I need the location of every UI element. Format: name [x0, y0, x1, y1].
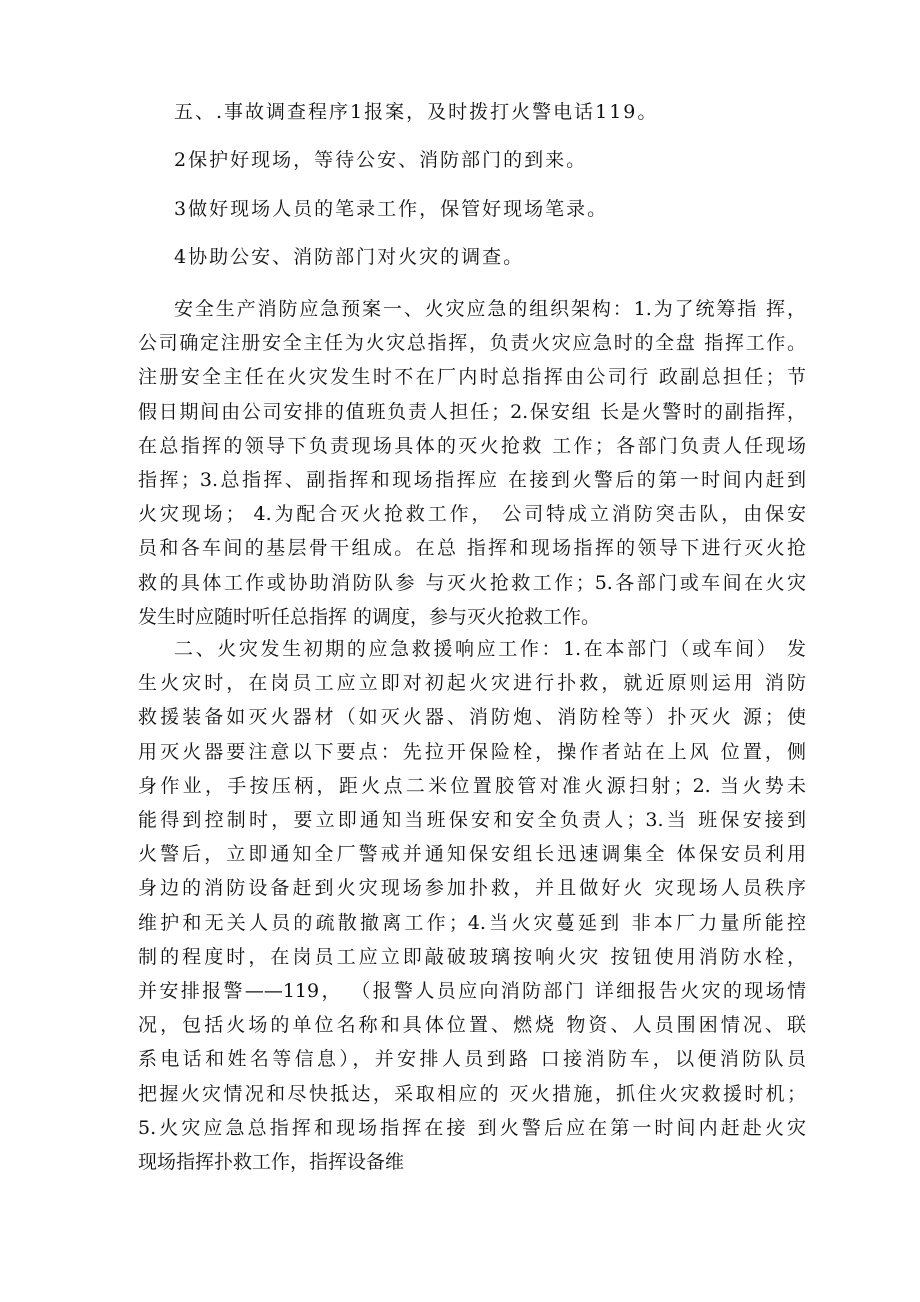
paragraph-line: 救援装备如灭火器材（如灭火器、消防炮、消防栓等）扑灭火 源；使	[138, 706, 806, 729]
section5-line-3: 3做好现场人员的笔录工作，保管好现场笔录。	[174, 198, 609, 220]
paragraph-line: 况，包括火场的单位名称和具体位置、燃烧 物资、人员围困情况、联	[138, 1014, 806, 1037]
paragraph-line: 公司确定注册安全主任为火灾总指挥，负责火灾应急时的全盘 指挥工作。	[138, 332, 806, 355]
section5-line-2: 2保护好现场，等待公安、消防部门的到来。	[174, 149, 588, 171]
paragraph-line: 火警后，立即通知全厂警戒并通知保安组长迅速调集全 体保安员利用	[138, 843, 806, 866]
paragraph-line: 维护和无关人员的疏散撤离工作；4.当火灾蔓延到 非本厂力量所能控	[138, 911, 806, 934]
paragraph-line: 二、火灾发生初期的应急救援响应工作：1.在本部门（或车间） 发	[174, 638, 806, 660]
paragraph-line: 指挥；3.总指挥、副指挥和现场指挥应 在接到火警后的第一时间内赶到	[138, 469, 806, 492]
section5-line-1: 五、.事故调查程序1报案，及时拨打火警电话119。	[174, 101, 659, 123]
paragraph-line: 用灭火器要注意以下要点：先拉开保险栓，操作者站在上风 位置，侧	[138, 740, 806, 763]
paragraph-line: 安全生产消防应急预案一、火灾应急的组织架构：1.为了统筹指 挥，	[174, 298, 806, 320]
paragraph-line: 把握火灾情况和尽快抵达，采取相应的 灭火措施，抓住火灾救援时机；	[138, 1082, 806, 1105]
paragraph-line: 在总指挥的领导下负责现场具体的灭火抢救 工作；各部门负责人任现场	[138, 434, 806, 457]
paragraph-line: 系电话和姓名等信息），并安排人员到路 口接消防车，以便消防队员	[138, 1048, 806, 1071]
paragraph-line: 员和各车间的基层骨干组成。在总 指挥和现场指挥的领导下进行灭火抢	[138, 537, 806, 560]
paragraph-line: 注册安全主任在火灾发生时不在厂内时总指挥由公司行 政副总担任；节	[138, 366, 806, 389]
paragraph-emergency-organization	[138, 292, 806, 634]
paragraph-line: 生火灾时，在岗员工应立即对初起火灾进行扑救，就近原则运用 消防	[138, 672, 806, 695]
paragraph-line: 救的具体工作或协助消防队参 与灭火抢救工作；5.各部门或车间在火灾	[138, 571, 806, 594]
paragraph-line: 现场指挥扑救工作，指挥设备维	[138, 1151, 405, 1174]
paragraph-line: 能得到控制时，要立即通知当班保安和安全负责人；3.当 班保安接到	[138, 809, 806, 832]
paragraph-line: 发生时应随时听任总指挥 的调度，参与灭火抢救工作。	[138, 605, 601, 628]
paragraph-line: 火灾现场； 4.为配合灭火抢救工作， 公司特成立消防突击队，由保安	[138, 503, 806, 526]
paragraph-line: 5.火灾应急总指挥和现场指挥在接 到火警后应在第一时间内赶赴火灾	[138, 1116, 806, 1139]
paragraph-line: 假日期间由公司安排的值班负责人担任；2.保安组 长是火警时的副指挥，	[138, 400, 806, 423]
paragraph-line: 身边的消防设备赶到火灾现场参加扑救，并且做好火 灾现场人员秩序	[138, 877, 806, 900]
section5-line-4: 4协助公安、消防部门对火灾的调查。	[174, 246, 525, 268]
paragraph-line: 身作业，手按压柄，距火点二米位置胶管对准火源扫射；2. 当火势未	[138, 774, 806, 797]
paragraph-line: 制的程度时，在岗员工应立即敲破玻璃按响火灾 按钮使用消防水栓，	[138, 945, 806, 968]
paragraph-initial-response	[138, 632, 806, 1179]
paragraph-line: 并安排报警——119， （报警人员应向消防部门 详细报告火灾的现场情	[138, 980, 806, 1003]
